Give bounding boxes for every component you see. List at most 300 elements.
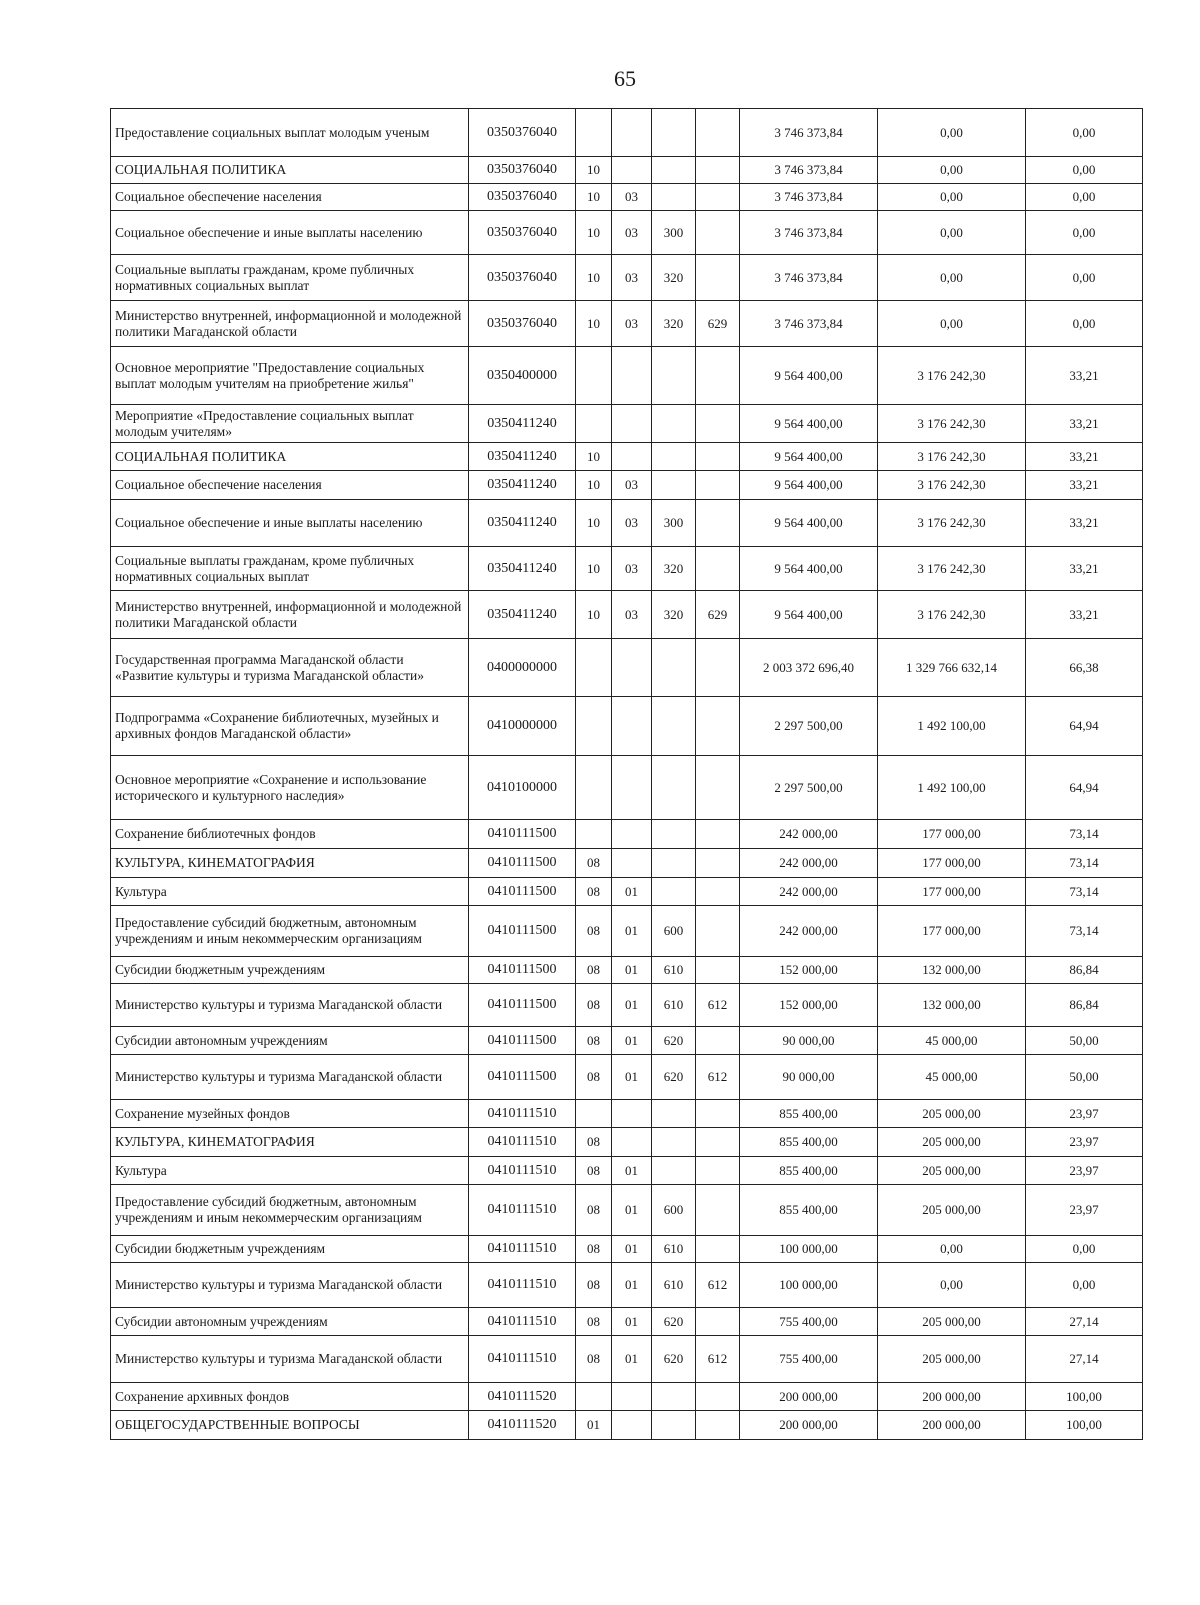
row-fact-amount: 1 329 766 632,14 bbox=[878, 639, 1026, 697]
row-percent: 0,00 bbox=[1026, 157, 1143, 184]
row-podrazdel: 01 bbox=[612, 906, 652, 957]
budget-execution-table bbox=[110, 108, 1143, 1440]
row-razdel bbox=[576, 820, 612, 849]
row-name: СОЦИАЛЬНАЯ ПОЛИТИКА bbox=[111, 157, 469, 184]
row-percent: 100,00 bbox=[1026, 1411, 1143, 1440]
row-plan-amount: 855 400,00 bbox=[740, 1100, 878, 1128]
row-code: 0350376040 bbox=[469, 109, 576, 157]
row-vid: 620 bbox=[652, 1336, 696, 1383]
row-grbs bbox=[696, 109, 740, 157]
row-grbs bbox=[696, 697, 740, 756]
row-vid bbox=[652, 1157, 696, 1185]
row-razdel: 08 bbox=[576, 906, 612, 957]
row-fact-amount: 205 000,00 bbox=[878, 1128, 1026, 1157]
row-razdel: 08 bbox=[576, 1185, 612, 1236]
row-plan-amount: 3 746 373,84 bbox=[740, 255, 878, 301]
row-name: Субсидии бюджетным учреждениям bbox=[111, 957, 469, 984]
row-grbs bbox=[696, 500, 740, 547]
row-vid bbox=[652, 697, 696, 756]
row-percent: 33,21 bbox=[1026, 500, 1143, 547]
row-vid bbox=[652, 471, 696, 500]
table-row bbox=[111, 1383, 1143, 1411]
row-vid bbox=[652, 109, 696, 157]
row-code: 0410111500 bbox=[469, 878, 576, 906]
row-podrazdel: 01 bbox=[612, 984, 652, 1027]
row-code: 0350376040 bbox=[469, 301, 576, 347]
row-fact-amount: 177 000,00 bbox=[878, 849, 1026, 878]
row-podrazdel bbox=[612, 697, 652, 756]
row-razdel: 08 bbox=[576, 1336, 612, 1383]
row-percent: 33,21 bbox=[1026, 443, 1143, 471]
row-fact-amount: 205 000,00 bbox=[878, 1185, 1026, 1236]
row-code: 0350411240 bbox=[469, 500, 576, 547]
table-row bbox=[111, 500, 1143, 547]
table-row bbox=[111, 957, 1143, 984]
row-podrazdel: 03 bbox=[612, 211, 652, 255]
row-podrazdel bbox=[612, 109, 652, 157]
row-name: Предоставление субсидий бюджетным, автономным учреждениям и иным некоммерческим организациям bbox=[111, 1185, 469, 1236]
table-row bbox=[111, 443, 1143, 471]
row-razdel: 10 bbox=[576, 211, 612, 255]
row-vid: 620 bbox=[652, 1308, 696, 1336]
row-plan-amount: 90 000,00 bbox=[740, 1055, 878, 1100]
row-fact-amount: 3 176 242,30 bbox=[878, 471, 1026, 500]
row-code: 0350411240 bbox=[469, 405, 576, 443]
row-percent: 33,21 bbox=[1026, 347, 1143, 405]
table-row bbox=[111, 878, 1143, 906]
row-vid bbox=[652, 157, 696, 184]
row-percent: 33,21 bbox=[1026, 405, 1143, 443]
row-grbs: 629 bbox=[696, 591, 740, 639]
row-podrazdel bbox=[612, 347, 652, 405]
row-vid bbox=[652, 849, 696, 878]
row-code: 0410111500 bbox=[469, 984, 576, 1027]
row-razdel: 10 bbox=[576, 591, 612, 639]
row-vid bbox=[652, 1383, 696, 1411]
row-code: 0410111510 bbox=[469, 1336, 576, 1383]
table-row bbox=[111, 1336, 1143, 1383]
row-plan-amount: 9 564 400,00 bbox=[740, 347, 878, 405]
row-percent: 73,14 bbox=[1026, 820, 1143, 849]
row-vid: 300 bbox=[652, 500, 696, 547]
row-plan-amount: 3 746 373,84 bbox=[740, 157, 878, 184]
table-row bbox=[111, 849, 1143, 878]
row-vid bbox=[652, 756, 696, 820]
table-row bbox=[111, 1055, 1143, 1100]
row-fact-amount: 1 492 100,00 bbox=[878, 697, 1026, 756]
row-grbs bbox=[696, 1383, 740, 1411]
row-fact-amount: 0,00 bbox=[878, 1263, 1026, 1308]
row-code: 0350411240 bbox=[469, 591, 576, 639]
row-grbs: 629 bbox=[696, 301, 740, 347]
row-podrazdel: 01 bbox=[612, 1055, 652, 1100]
row-plan-amount: 2 003 372 696,40 bbox=[740, 639, 878, 697]
table-row bbox=[111, 255, 1143, 301]
row-razdel: 08 bbox=[576, 1308, 612, 1336]
row-percent: 50,00 bbox=[1026, 1027, 1143, 1055]
table-row bbox=[111, 1236, 1143, 1263]
row-code: 0410000000 bbox=[469, 697, 576, 756]
row-fact-amount: 177 000,00 bbox=[878, 820, 1026, 849]
row-grbs bbox=[696, 1236, 740, 1263]
row-vid: 610 bbox=[652, 957, 696, 984]
row-name: Предоставление социальных выплат молодым ученым bbox=[111, 109, 469, 157]
row-plan-amount: 200 000,00 bbox=[740, 1383, 878, 1411]
row-razdel: 08 bbox=[576, 1157, 612, 1185]
row-razdel: 08 bbox=[576, 1055, 612, 1100]
row-podrazdel: 01 bbox=[612, 957, 652, 984]
row-name: Социальное обеспечение населения bbox=[111, 184, 469, 211]
row-razdel: 08 bbox=[576, 957, 612, 984]
row-percent: 23,97 bbox=[1026, 1100, 1143, 1128]
row-grbs bbox=[696, 347, 740, 405]
table-row bbox=[111, 1128, 1143, 1157]
row-podrazdel: 01 bbox=[612, 1027, 652, 1055]
table-row bbox=[111, 1263, 1143, 1308]
row-razdel bbox=[576, 109, 612, 157]
row-name: Социальное обеспечение и иные выплаты населению bbox=[111, 211, 469, 255]
table-row bbox=[111, 109, 1143, 157]
row-podrazdel bbox=[612, 443, 652, 471]
row-percent: 23,97 bbox=[1026, 1157, 1143, 1185]
row-percent: 64,94 bbox=[1026, 697, 1143, 756]
row-podrazdel: 03 bbox=[612, 255, 652, 301]
row-code: 0350376040 bbox=[469, 211, 576, 255]
row-razdel bbox=[576, 347, 612, 405]
row-fact-amount: 3 176 242,30 bbox=[878, 500, 1026, 547]
row-vid bbox=[652, 1100, 696, 1128]
row-code: 0410100000 bbox=[469, 756, 576, 820]
row-vid: 320 bbox=[652, 547, 696, 591]
row-percent: 0,00 bbox=[1026, 109, 1143, 157]
row-vid: 320 bbox=[652, 591, 696, 639]
row-fact-amount: 205 000,00 bbox=[878, 1100, 1026, 1128]
row-fact-amount: 3 176 242,30 bbox=[878, 347, 1026, 405]
row-grbs bbox=[696, 957, 740, 984]
row-plan-amount: 200 000,00 bbox=[740, 1411, 878, 1440]
row-plan-amount: 90 000,00 bbox=[740, 1027, 878, 1055]
row-percent: 23,97 bbox=[1026, 1185, 1143, 1236]
row-code: 0410111500 bbox=[469, 906, 576, 957]
row-name: Социальные выплаты гражданам, кроме публичных нормативных социальных выплат bbox=[111, 547, 469, 591]
row-vid: 300 bbox=[652, 211, 696, 255]
table-row bbox=[111, 405, 1143, 443]
row-grbs bbox=[696, 1185, 740, 1236]
row-grbs bbox=[696, 405, 740, 443]
row-vid bbox=[652, 820, 696, 849]
row-podrazdel: 01 bbox=[612, 878, 652, 906]
row-plan-amount: 242 000,00 bbox=[740, 849, 878, 878]
row-grbs bbox=[696, 1100, 740, 1128]
row-podrazdel bbox=[612, 639, 652, 697]
row-vid: 600 bbox=[652, 1185, 696, 1236]
row-code: 0410111520 bbox=[469, 1411, 576, 1440]
row-fact-amount: 0,00 bbox=[878, 1236, 1026, 1263]
row-razdel: 10 bbox=[576, 255, 612, 301]
row-code: 0410111500 bbox=[469, 820, 576, 849]
row-grbs bbox=[696, 443, 740, 471]
row-name: Министерство внутренней, информационной и молодежной политики Магаданской области bbox=[111, 301, 469, 347]
row-plan-amount: 855 400,00 bbox=[740, 1185, 878, 1236]
table-row bbox=[111, 906, 1143, 957]
row-code: 0410111500 bbox=[469, 957, 576, 984]
table-row bbox=[111, 301, 1143, 347]
row-name: Социальное обеспечение населения bbox=[111, 471, 469, 500]
row-percent: 100,00 bbox=[1026, 1383, 1143, 1411]
row-grbs bbox=[696, 820, 740, 849]
row-code: 0410111500 bbox=[469, 1055, 576, 1100]
row-fact-amount: 132 000,00 bbox=[878, 984, 1026, 1027]
row-podrazdel bbox=[612, 1411, 652, 1440]
row-fact-amount: 205 000,00 bbox=[878, 1157, 1026, 1185]
row-name: Культура bbox=[111, 1157, 469, 1185]
row-podrazdel: 01 bbox=[612, 1263, 652, 1308]
row-vid: 620 bbox=[652, 1027, 696, 1055]
row-vid bbox=[652, 184, 696, 211]
row-plan-amount: 9 564 400,00 bbox=[740, 547, 878, 591]
row-grbs bbox=[696, 878, 740, 906]
row-name: Министерство внутренней, информационной и молодежной политики Магаданской области bbox=[111, 591, 469, 639]
row-code: 0410111510 bbox=[469, 1308, 576, 1336]
row-fact-amount: 45 000,00 bbox=[878, 1027, 1026, 1055]
table-row bbox=[111, 157, 1143, 184]
row-plan-amount: 152 000,00 bbox=[740, 984, 878, 1027]
row-plan-amount: 3 746 373,84 bbox=[740, 109, 878, 157]
row-percent: 33,21 bbox=[1026, 547, 1143, 591]
row-plan-amount: 755 400,00 bbox=[740, 1308, 878, 1336]
table-row bbox=[111, 697, 1143, 756]
row-fact-amount: 200 000,00 bbox=[878, 1411, 1026, 1440]
row-podrazdel: 03 bbox=[612, 301, 652, 347]
row-plan-amount: 9 564 400,00 bbox=[740, 471, 878, 500]
row-fact-amount: 1 492 100,00 bbox=[878, 756, 1026, 820]
row-vid: 620 bbox=[652, 1055, 696, 1100]
row-vid: 610 bbox=[652, 1263, 696, 1308]
row-fact-amount: 3 176 242,30 bbox=[878, 405, 1026, 443]
row-name: Сохранение музейных фондов bbox=[111, 1100, 469, 1128]
row-percent: 33,21 bbox=[1026, 591, 1143, 639]
row-percent: 27,14 bbox=[1026, 1336, 1143, 1383]
row-plan-amount: 3 746 373,84 bbox=[740, 301, 878, 347]
row-percent: 64,94 bbox=[1026, 756, 1143, 820]
row-podrazdel: 01 bbox=[612, 1185, 652, 1236]
row-fact-amount: 3 176 242,30 bbox=[878, 591, 1026, 639]
row-percent: 27,14 bbox=[1026, 1308, 1143, 1336]
row-code: 0350411240 bbox=[469, 471, 576, 500]
row-plan-amount: 855 400,00 bbox=[740, 1128, 878, 1157]
row-name: Социальные выплаты гражданам, кроме публичных нормативных социальных выплат bbox=[111, 255, 469, 301]
row-percent: 23,97 bbox=[1026, 1128, 1143, 1157]
row-plan-amount: 9 564 400,00 bbox=[740, 405, 878, 443]
row-plan-amount: 100 000,00 bbox=[740, 1236, 878, 1263]
row-podrazdel: 03 bbox=[612, 471, 652, 500]
row-name: Сохранение архивных фондов bbox=[111, 1383, 469, 1411]
row-vid: 320 bbox=[652, 301, 696, 347]
table-row bbox=[111, 756, 1143, 820]
row-podrazdel bbox=[612, 405, 652, 443]
row-code: 0350411240 bbox=[469, 547, 576, 591]
row-razdel bbox=[576, 1100, 612, 1128]
table-row bbox=[111, 547, 1143, 591]
row-fact-amount: 177 000,00 bbox=[878, 906, 1026, 957]
row-vid bbox=[652, 878, 696, 906]
row-grbs bbox=[696, 756, 740, 820]
row-fact-amount: 0,00 bbox=[878, 211, 1026, 255]
row-percent: 50,00 bbox=[1026, 1055, 1143, 1100]
row-podrazdel: 03 bbox=[612, 184, 652, 211]
row-razdel: 10 bbox=[576, 184, 612, 211]
row-fact-amount: 0,00 bbox=[878, 157, 1026, 184]
row-vid bbox=[652, 639, 696, 697]
table-body bbox=[111, 109, 1143, 1440]
row-plan-amount: 3 746 373,84 bbox=[740, 184, 878, 211]
row-plan-amount: 242 000,00 bbox=[740, 820, 878, 849]
row-percent: 0,00 bbox=[1026, 1263, 1143, 1308]
row-fact-amount: 200 000,00 bbox=[878, 1383, 1026, 1411]
row-percent: 73,14 bbox=[1026, 849, 1143, 878]
row-plan-amount: 100 000,00 bbox=[740, 1263, 878, 1308]
row-plan-amount: 9 564 400,00 bbox=[740, 443, 878, 471]
row-razdel: 10 bbox=[576, 500, 612, 547]
table-row bbox=[111, 591, 1143, 639]
row-podrazdel bbox=[612, 1100, 652, 1128]
row-fact-amount: 3 176 242,30 bbox=[878, 547, 1026, 591]
row-razdel: 08 bbox=[576, 849, 612, 878]
row-razdel bbox=[576, 405, 612, 443]
row-name: КУЛЬТУРА, КИНЕМАТОГРАФИЯ bbox=[111, 849, 469, 878]
table-row bbox=[111, 1185, 1143, 1236]
row-fact-amount: 0,00 bbox=[878, 301, 1026, 347]
row-podrazdel bbox=[612, 756, 652, 820]
row-vid: 600 bbox=[652, 906, 696, 957]
row-grbs bbox=[696, 639, 740, 697]
table-row bbox=[111, 820, 1143, 849]
row-razdel: 08 bbox=[576, 984, 612, 1027]
row-code: 0410111510 bbox=[469, 1100, 576, 1128]
row-podrazdel bbox=[612, 1383, 652, 1411]
row-podrazdel: 01 bbox=[612, 1308, 652, 1336]
table-row bbox=[111, 471, 1143, 500]
row-grbs: 612 bbox=[696, 1263, 740, 1308]
row-code: 0350376040 bbox=[469, 157, 576, 184]
row-code: 0410111510 bbox=[469, 1236, 576, 1263]
row-percent: 33,21 bbox=[1026, 471, 1143, 500]
row-name: Министерство культуры и туризма Магаданской области bbox=[111, 1263, 469, 1308]
table-row bbox=[111, 639, 1143, 697]
row-podrazdel: 03 bbox=[612, 500, 652, 547]
row-razdel bbox=[576, 697, 612, 756]
row-name: Субсидии автономным учреждениям bbox=[111, 1308, 469, 1336]
row-grbs bbox=[696, 1027, 740, 1055]
row-percent: 73,14 bbox=[1026, 878, 1143, 906]
row-code: 0350400000 bbox=[469, 347, 576, 405]
row-percent: 0,00 bbox=[1026, 255, 1143, 301]
row-name: Министерство культуры и туризма Магаданской области bbox=[111, 984, 469, 1027]
row-razdel: 08 bbox=[576, 1236, 612, 1263]
row-grbs: 612 bbox=[696, 1336, 740, 1383]
row-fact-amount: 0,00 bbox=[878, 255, 1026, 301]
row-grbs bbox=[696, 849, 740, 878]
row-plan-amount: 152 000,00 bbox=[740, 957, 878, 984]
row-plan-amount: 242 000,00 bbox=[740, 906, 878, 957]
row-razdel: 10 bbox=[576, 157, 612, 184]
row-fact-amount: 0,00 bbox=[878, 184, 1026, 211]
row-grbs bbox=[696, 1308, 740, 1336]
row-code: 0410111520 bbox=[469, 1383, 576, 1411]
row-grbs bbox=[696, 471, 740, 500]
table-row bbox=[111, 1100, 1143, 1128]
row-name: Государственная программа Магаданской области «Развитие культуры и туризма Магаданской области» bbox=[111, 639, 469, 697]
row-razdel: 10 bbox=[576, 471, 612, 500]
row-percent: 86,84 bbox=[1026, 957, 1143, 984]
row-plan-amount: 9 564 400,00 bbox=[740, 500, 878, 547]
row-fact-amount: 45 000,00 bbox=[878, 1055, 1026, 1100]
row-podrazdel bbox=[612, 157, 652, 184]
row-code: 0410111510 bbox=[469, 1263, 576, 1308]
row-vid: 610 bbox=[652, 1236, 696, 1263]
table-row bbox=[111, 347, 1143, 405]
row-grbs bbox=[696, 211, 740, 255]
row-razdel: 10 bbox=[576, 443, 612, 471]
row-code: 0400000000 bbox=[469, 639, 576, 697]
row-vid: 610 bbox=[652, 984, 696, 1027]
row-vid bbox=[652, 1411, 696, 1440]
row-percent: 0,00 bbox=[1026, 184, 1143, 211]
row-name: Министерство культуры и туризма Магаданской области bbox=[111, 1055, 469, 1100]
row-code: 0410111510 bbox=[469, 1128, 576, 1157]
row-code: 0410111500 bbox=[469, 849, 576, 878]
row-grbs bbox=[696, 1411, 740, 1440]
row-name: Культура bbox=[111, 878, 469, 906]
row-code: 0350376040 bbox=[469, 255, 576, 301]
row-name: КУЛЬТУРА, КИНЕМАТОГРАФИЯ bbox=[111, 1128, 469, 1157]
row-razdel bbox=[576, 1383, 612, 1411]
row-percent: 0,00 bbox=[1026, 211, 1143, 255]
row-name: СОЦИАЛЬНАЯ ПОЛИТИКА bbox=[111, 443, 469, 471]
row-grbs bbox=[696, 157, 740, 184]
row-name: Основное мероприятие «Сохранение и использование исторического и культурного наследия» bbox=[111, 756, 469, 820]
row-vid bbox=[652, 347, 696, 405]
row-grbs bbox=[696, 255, 740, 301]
row-razdel bbox=[576, 756, 612, 820]
row-code: 0350376040 bbox=[469, 184, 576, 211]
row-plan-amount: 2 297 500,00 bbox=[740, 756, 878, 820]
row-vid bbox=[652, 405, 696, 443]
row-plan-amount: 755 400,00 bbox=[740, 1336, 878, 1383]
row-name: Подпрограмма «Сохранение библиотечных, музейных и архивных фондов Магаданской области» bbox=[111, 697, 469, 756]
table-row bbox=[111, 1411, 1143, 1440]
row-podrazdel: 01 bbox=[612, 1236, 652, 1263]
row-razdel: 01 bbox=[576, 1411, 612, 1440]
table-row bbox=[111, 984, 1143, 1027]
row-fact-amount: 132 000,00 bbox=[878, 957, 1026, 984]
row-name: Мероприятие «Предоставление социальных выплат молодым учителям» bbox=[111, 405, 469, 443]
row-grbs: 612 bbox=[696, 984, 740, 1027]
row-code: 0410111510 bbox=[469, 1185, 576, 1236]
row-podrazdel: 01 bbox=[612, 1157, 652, 1185]
row-code: 0410111500 bbox=[469, 1027, 576, 1055]
row-percent: 0,00 bbox=[1026, 1236, 1143, 1263]
row-razdel: 10 bbox=[576, 547, 612, 591]
row-name: Субсидии бюджетным учреждениям bbox=[111, 1236, 469, 1263]
row-grbs bbox=[696, 547, 740, 591]
row-podrazdel: 03 bbox=[612, 547, 652, 591]
row-grbs bbox=[696, 1157, 740, 1185]
row-podrazdel bbox=[612, 820, 652, 849]
row-podrazdel bbox=[612, 1128, 652, 1157]
row-percent: 66,38 bbox=[1026, 639, 1143, 697]
row-code: 0410111510 bbox=[469, 1157, 576, 1185]
